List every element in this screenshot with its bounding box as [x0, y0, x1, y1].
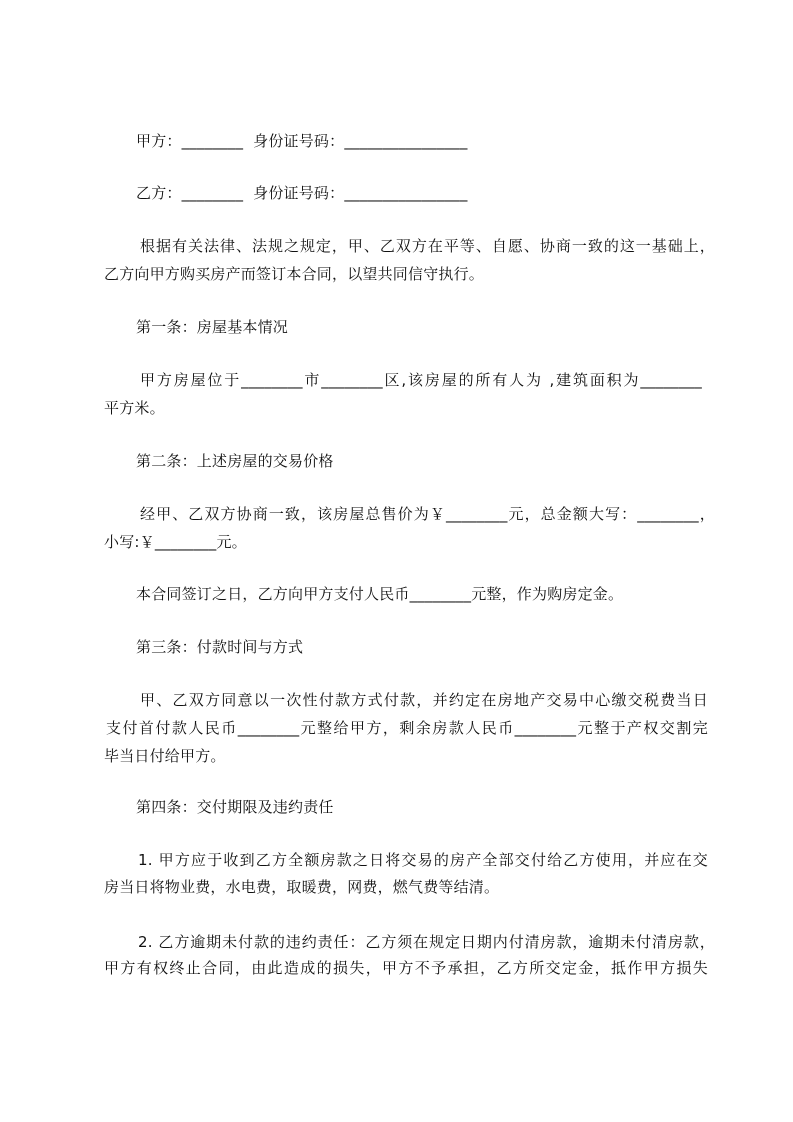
article-1-title: 第一条：房屋基本情况 — [136, 318, 289, 336]
article-3-title: 第三条：付款时间与方式 — [136, 638, 304, 656]
preamble-line-1: 根据有关法律、法规之规定，甲、乙双方在平等、自愿、协商一致的这一基础上， — [140, 237, 715, 255]
preamble-line-2: 乙方向甲方购买房产而签订本合同，以望共同信守执行。 — [104, 265, 485, 283]
article-2-line-2: 小写:￥________元。 — [104, 533, 247, 551]
article-4-item-2-line-1: 2. 乙方逾期未付款的违约责任：乙方须在规定日期内付清房款，逾期未付清房款， — [138, 933, 715, 951]
article-4-title: 第四条：交付期限及违约责任 — [136, 798, 334, 816]
article-3-line-3: 毕当日付给甲方。 — [104, 747, 226, 765]
article-4-item-1-line-2: 房当日将物业费，水电费，取暖费，网费，燃气费等结清。 — [104, 878, 500, 896]
article-2-title: 第二条：上述房屋的交易价格 — [136, 452, 334, 470]
article-3-line-2: 支付首付款人民币________元整给甲方，剩余房款人民币________元整于产权交割完 — [106, 719, 708, 737]
deposit-clause: 本合同签订之日，乙方向甲方支付人民币________元整，作为购房定金。 — [136, 585, 624, 603]
article-1-line-2: 平方米。 — [104, 399, 165, 417]
article-4-item-1-line-1: 1. 甲方应于收到乙方全额房款之日将交易的房产全部交付给乙方使用，并应在交 — [138, 851, 708, 869]
article-4-item-2-line-2: 甲方有权终止合同，由此造成的损失，甲方不予承担，乙方所交定金，抵作甲方损失 — [104, 959, 708, 977]
party-a-line: 甲方：________ 身份证号码：________________ — [136, 132, 468, 150]
article-2-line-1: 经甲、乙双方协商一致，该房屋总售价为￥________元，总金额大写：________， — [140, 505, 715, 523]
article-3-line-1: 甲、乙双方同意以一次性付款方式付款，并约定在房地产交易中心缴交税费当日 — [140, 691, 708, 709]
article-1-line-1: 甲方房屋位于________市________区,该房屋的所有人为 ,建筑面积为________ — [140, 371, 702, 389]
party-b-line: 乙方：________ 身份证号码：________________ — [136, 184, 468, 202]
